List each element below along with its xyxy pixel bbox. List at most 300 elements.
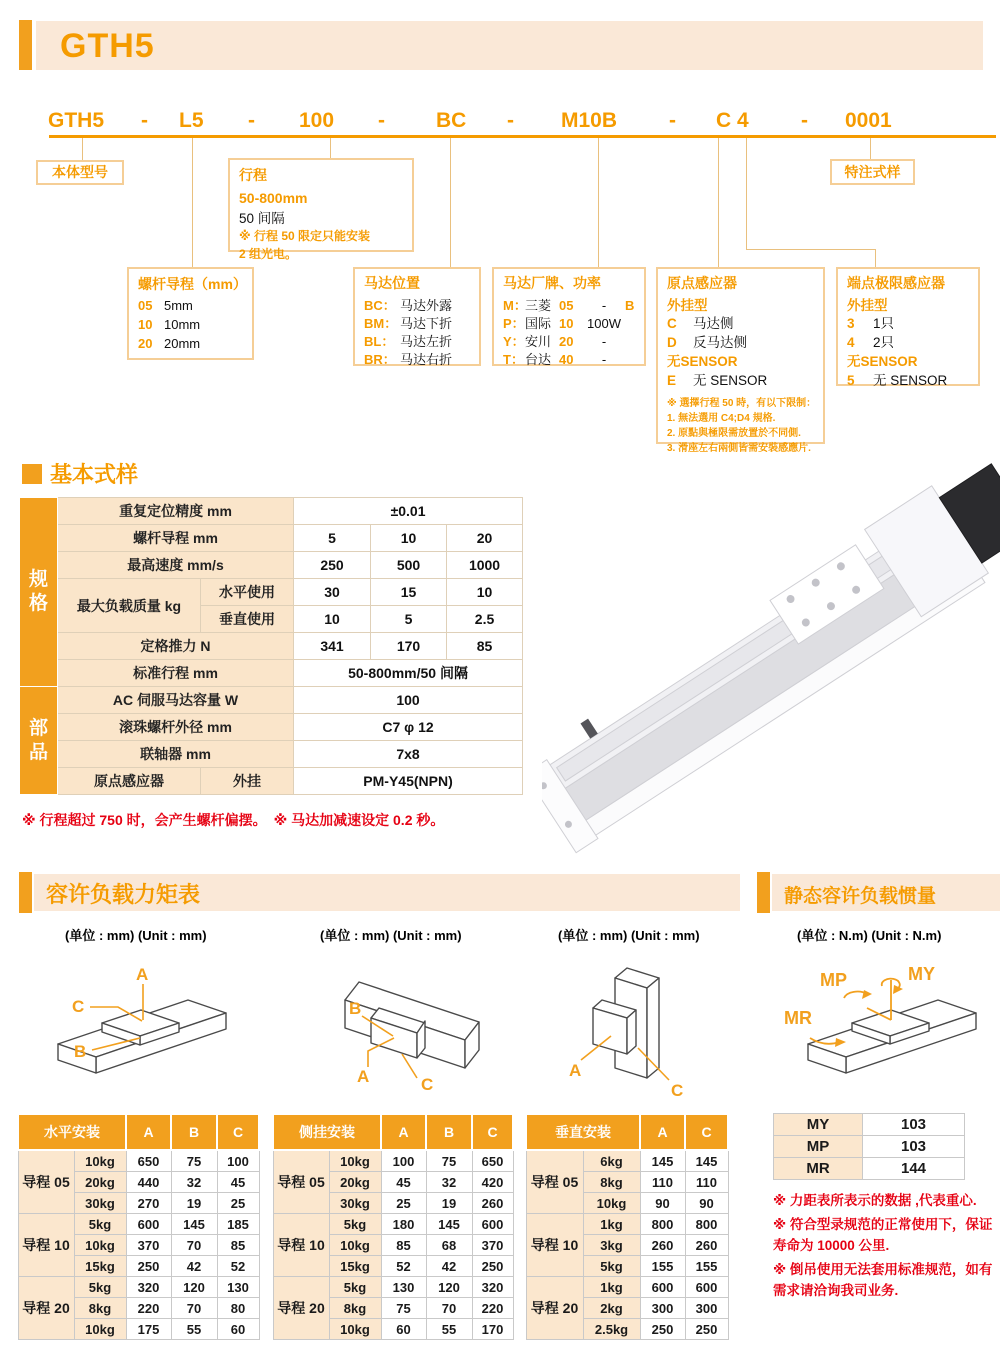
moment-value: 60 xyxy=(217,1319,259,1340)
load-label: 10kg xyxy=(583,1193,640,1214)
moment-value: 370 xyxy=(472,1235,513,1256)
moment-col-header: C xyxy=(472,1114,513,1150)
load-label: 2.5kg xyxy=(583,1319,640,1340)
spec-label: 定格推力 N xyxy=(58,633,294,660)
connector-line xyxy=(718,138,719,267)
header-background xyxy=(36,21,983,70)
moment-value: 180 xyxy=(381,1214,426,1235)
moment-col-header: A xyxy=(640,1114,685,1150)
moment-value: 45 xyxy=(381,1172,426,1193)
brake-code: B xyxy=(625,297,635,313)
moment-value: 370 xyxy=(126,1235,171,1256)
moment-value: 80 xyxy=(217,1298,259,1319)
moment-value: 270 xyxy=(126,1193,171,1214)
moment-value: 70 xyxy=(426,1298,472,1319)
header-accent-bar xyxy=(19,20,32,70)
model-dash: - xyxy=(801,109,808,132)
lead-screw-label: 导程 20 xyxy=(18,1277,74,1340)
option-desc: 马达外露 xyxy=(400,297,453,313)
page-title: GTH5 xyxy=(60,27,155,65)
moment-row xyxy=(526,1150,728,1172)
connector-line xyxy=(330,138,331,158)
spec-value: 10 xyxy=(294,606,371,633)
spec-label: AC 伺服马达容量 W xyxy=(58,687,294,714)
connector-line xyxy=(746,138,747,249)
power-value: - xyxy=(601,352,607,368)
moment-table-horizontal xyxy=(17,1113,260,1340)
connector-line xyxy=(82,138,83,160)
mount-side-diagram xyxy=(315,952,525,1094)
mount-table-title: 侧挂安装 xyxy=(273,1114,381,1150)
load-label: 1kg xyxy=(583,1214,640,1235)
brand-name: 台达 xyxy=(525,352,552,368)
load-label: 8kg xyxy=(329,1298,381,1319)
spec-label: 重复定位精度 mm xyxy=(58,498,294,525)
callout-special xyxy=(830,159,915,185)
load-label: 10kg xyxy=(74,1235,126,1256)
moment-table-side xyxy=(272,1113,514,1340)
load-label: 10kg xyxy=(74,1150,126,1172)
moment-value: 19 xyxy=(426,1193,472,1214)
option-code: 10 xyxy=(138,317,153,333)
spec-value: 100 xyxy=(294,687,523,714)
inertia-table xyxy=(773,1113,965,1180)
model-seg-special: 0001 xyxy=(845,109,892,132)
mount-horizontal-diagram xyxy=(40,960,270,1090)
spec-label: 标准行程 mm xyxy=(58,660,294,687)
moment-value: 155 xyxy=(685,1256,728,1277)
option-code: 05 xyxy=(138,298,153,314)
spec-value: C7 φ 12 xyxy=(294,714,523,741)
moment-value: 650 xyxy=(472,1150,513,1172)
moment-value: 300 xyxy=(685,1298,728,1319)
model-seg-body: GTH5 xyxy=(48,109,105,132)
moment-value: 650 xyxy=(126,1150,171,1172)
callout-motor-position xyxy=(353,267,481,366)
load-label: 8kg xyxy=(583,1172,640,1193)
moment-value: 110 xyxy=(640,1172,685,1193)
callout-title: 本体型号 xyxy=(52,164,108,181)
moment-col-header: A xyxy=(126,1114,171,1150)
moment-value: 800 xyxy=(640,1214,685,1235)
no-sensor-label: 无SENSOR xyxy=(847,354,918,370)
load-label: 20kg xyxy=(74,1172,126,1193)
moment-value: 220 xyxy=(472,1298,513,1319)
spec-value: 500 xyxy=(371,552,447,579)
moment-value: 250 xyxy=(472,1256,513,1277)
axis-label: A xyxy=(569,1061,582,1080)
moment-value: 145 xyxy=(171,1214,217,1235)
unit-label: (单位 : mm) (Unit : mm) xyxy=(558,928,700,943)
moment-value: 600 xyxy=(685,1277,728,1298)
sensor-type: 外挂型 xyxy=(667,297,708,313)
moment-value: 55 xyxy=(171,1319,217,1340)
option-desc: 马达右折 xyxy=(400,352,453,368)
spec-sublabel: 垂直使用 xyxy=(201,606,294,633)
lead-screw-label: 导程 20 xyxy=(273,1277,329,1340)
moment-table-vertical xyxy=(525,1113,729,1340)
callout-title: 特注式样 xyxy=(844,163,901,180)
load-label: 5kg xyxy=(329,1214,381,1235)
moment-value: 145 xyxy=(426,1214,472,1235)
axis-label: C xyxy=(72,997,85,1016)
spec-category-cell xyxy=(20,687,58,795)
spec-sublabel: 外挂 xyxy=(201,768,294,795)
inertia-value: 103 xyxy=(863,1114,965,1136)
moment-value: 130 xyxy=(381,1277,426,1298)
note-line: 2. 原點與極限需放置於不同側. xyxy=(667,428,801,440)
moment-value: 19 xyxy=(171,1193,217,1214)
moment-value: 220 xyxy=(126,1298,171,1319)
axis-label: B xyxy=(74,1042,87,1061)
spec-row xyxy=(20,579,523,606)
moment-col-header: C xyxy=(217,1114,259,1150)
spec-value: 170 xyxy=(371,633,447,660)
load-label: 2kg xyxy=(583,1298,640,1319)
load-label: 5kg xyxy=(583,1256,640,1277)
load-label: 8kg xyxy=(74,1298,126,1319)
lead-screw-label: 导程 10 xyxy=(18,1214,74,1277)
moment-row xyxy=(273,1214,513,1235)
moment-axes-diagram xyxy=(782,958,1000,1086)
brand-code: P： xyxy=(503,315,525,331)
load-label: 5kg xyxy=(74,1277,126,1298)
moment-value: 300 xyxy=(640,1298,685,1319)
spec-row xyxy=(20,525,523,552)
moment-value: 155 xyxy=(640,1256,685,1277)
spec-row xyxy=(20,660,523,687)
lead-screw-label: 导程 10 xyxy=(526,1214,583,1277)
note-line: ※ 符合型录规范的正常使用下，保证寿命为 10000 公里. xyxy=(773,1216,993,1253)
load-label: 10kg xyxy=(329,1319,381,1340)
spec-value: 30 xyxy=(294,579,371,606)
moment-value: 420 xyxy=(472,1172,513,1193)
moment-value: 75 xyxy=(426,1150,472,1172)
moment-value: 70 xyxy=(171,1298,217,1319)
moment-value: 85 xyxy=(381,1235,426,1256)
spec-label: 滚珠螺杆外径 mm xyxy=(58,714,294,741)
moment-value: 60 xyxy=(381,1319,426,1340)
spec-value: 7x8 xyxy=(294,741,523,768)
callout-title: 端点极限感应器 xyxy=(847,275,945,291)
brand-name: 三菱 xyxy=(525,297,552,313)
option-code: BL： xyxy=(364,333,395,349)
load-label: 10kg xyxy=(329,1150,381,1172)
spec-value: 85 xyxy=(447,633,523,660)
power-value: - xyxy=(601,333,607,349)
note-line: 1. 無法選用 C4;D4 規格. xyxy=(667,413,776,425)
spec-value: 5 xyxy=(371,606,447,633)
moment-value: 120 xyxy=(171,1277,217,1298)
model-dash: - xyxy=(378,109,385,132)
spec-value: 250 xyxy=(294,552,371,579)
axis-label: MP xyxy=(820,970,847,990)
option-code: BR： xyxy=(364,352,396,368)
option-code: C xyxy=(667,316,677,332)
moment-row xyxy=(18,1214,259,1235)
inertia-value: 103 xyxy=(863,1136,965,1158)
connector-line xyxy=(870,138,871,159)
option-desc: 无 SENSOR xyxy=(693,373,768,389)
spec-row xyxy=(20,633,523,660)
note-line: ※ 倒吊使用无法套用标准规范，如有需求请洽询我司业务. xyxy=(773,1261,993,1298)
inertia-row xyxy=(774,1114,965,1136)
unit-label: (单位 : mm) (Unit : mm) xyxy=(320,928,462,943)
inertia-axis: MR xyxy=(774,1158,863,1180)
model-seg-stroke: 100 xyxy=(299,109,335,132)
option-desc: 10mm xyxy=(164,317,201,333)
model-seg-motor-pos: BC xyxy=(436,109,467,132)
moment-value: 45 xyxy=(217,1172,259,1193)
option-desc: 反马达侧 xyxy=(693,335,747,351)
option-desc: 马达下折 xyxy=(400,315,453,331)
brand-code: M： xyxy=(503,297,527,313)
spec-row xyxy=(20,741,523,768)
model-seg-motor: M10B xyxy=(561,109,618,132)
moment-value: 250 xyxy=(685,1319,728,1340)
load-label: 5kg xyxy=(329,1277,381,1298)
inertia-notes xyxy=(773,1188,999,1305)
load-label: 3kg xyxy=(583,1235,640,1256)
axis-label: A xyxy=(357,1067,370,1086)
callout-body-model xyxy=(36,160,124,185)
option-code: 20 xyxy=(138,335,153,351)
lead-screw-label: 导程 05 xyxy=(273,1150,329,1214)
inertia-accent-bar xyxy=(757,872,770,913)
spec-value: 10 xyxy=(447,579,523,606)
moment-value: 42 xyxy=(426,1256,472,1277)
spec-row xyxy=(20,714,523,741)
spec-value: 1000 xyxy=(447,552,523,579)
basic-spec-table xyxy=(19,497,523,795)
model-dash: - xyxy=(141,109,148,132)
unit-label: (单位 : N.m) (Unit : N.m) xyxy=(797,928,942,943)
inertia-axis: MP xyxy=(774,1136,863,1158)
option-code: 4 xyxy=(847,335,855,351)
moment-value: 320 xyxy=(472,1277,513,1298)
load-label: 6kg xyxy=(583,1150,640,1172)
mount-table-title: 垂直安装 xyxy=(526,1114,640,1150)
mount-table-title: 水平安装 xyxy=(18,1114,126,1150)
brand-code: Y： xyxy=(503,333,525,349)
inertia-section-title: 静态容许负载惯量 xyxy=(784,886,937,907)
stroke-note-2: 2 组光电。 xyxy=(239,246,298,261)
moment-value: 25 xyxy=(217,1193,259,1214)
moment-value: 440 xyxy=(126,1172,171,1193)
sensor-type: 外挂型 xyxy=(847,297,888,313)
moment-value: 32 xyxy=(426,1172,472,1193)
no-sensor-label: 无SENSOR xyxy=(667,354,738,370)
spec-value: 15 xyxy=(371,579,447,606)
lead-screw-label: 导程 20 xyxy=(526,1277,583,1340)
inertia-row xyxy=(774,1158,965,1180)
lead-screw-label: 导程 05 xyxy=(526,1150,583,1214)
option-code: D xyxy=(667,335,677,351)
option-desc: 无 SENSOR xyxy=(873,373,948,389)
callout-limit-sensor xyxy=(836,267,980,389)
moment-value: 250 xyxy=(640,1319,685,1340)
note-line: ※ 力距表所表示的数据 ,代表重心. xyxy=(773,1193,977,1208)
inertia-axis: MY xyxy=(774,1114,863,1136)
inertia-value: 144 xyxy=(863,1158,965,1180)
moment-value: 170 xyxy=(472,1319,513,1340)
axis-label: C xyxy=(421,1075,434,1094)
mount-vertical-diagram xyxy=(545,948,715,1108)
option-code: BM： xyxy=(364,315,398,331)
spec-value: PM-Y45(NPN) xyxy=(294,768,523,795)
moment-value: 85 xyxy=(217,1235,259,1256)
callout-origin-sensor xyxy=(656,267,825,455)
moment-col-header: A xyxy=(381,1114,426,1150)
spec-label: 最大负载质量 kg xyxy=(58,579,201,633)
power-code: 20 xyxy=(559,333,574,349)
spec-row xyxy=(20,768,523,795)
category-label: 部品 xyxy=(28,717,48,763)
spec-value: ±0.01 xyxy=(294,498,523,525)
spec-label: 最高速度 mm/s xyxy=(58,552,294,579)
callout-title: 马达厂牌、功率 xyxy=(503,275,601,291)
moment-value: 68 xyxy=(426,1235,472,1256)
moment-value: 25 xyxy=(381,1193,426,1214)
model-seg-lead: L5 xyxy=(179,109,204,132)
lead-screw-label: 导程 10 xyxy=(273,1214,329,1277)
power-code: 40 xyxy=(559,352,574,368)
moment-value: 32 xyxy=(171,1172,217,1193)
brand-code: T： xyxy=(503,352,524,368)
spec-value: 50-800mm/50 间隔 xyxy=(294,660,523,687)
load-label: 30kg xyxy=(74,1193,126,1214)
spec-label: 原点感应器 xyxy=(58,768,201,795)
moment-value: 55 xyxy=(426,1319,472,1340)
axis-label: MY xyxy=(908,964,935,984)
moment-row xyxy=(273,1277,513,1298)
moment-value: 600 xyxy=(472,1214,513,1235)
moment-value: 250 xyxy=(126,1256,171,1277)
option-code: E xyxy=(667,373,677,389)
power-code: 10 xyxy=(559,315,574,331)
power-value: 100W xyxy=(587,315,621,331)
unit-label: (单位 : mm) (Unit : mm) xyxy=(65,928,207,943)
load-label: 15kg xyxy=(329,1256,381,1277)
spec-footnote: ※ 行程超过 750 时，会产生螺杆偏摆。 ※ 马达加减速设定 0.2 秒。 xyxy=(22,812,445,828)
moment-value: 600 xyxy=(640,1277,685,1298)
moment-value: 110 xyxy=(685,1172,728,1193)
origin-sensor-notes xyxy=(667,396,817,456)
option-desc: 2只 xyxy=(873,335,895,351)
spec-row xyxy=(20,498,523,525)
option-desc: 马达侧 xyxy=(693,316,734,332)
moment-value: 90 xyxy=(640,1193,685,1214)
moment-value: 260 xyxy=(685,1235,728,1256)
connector-line xyxy=(450,138,451,267)
spec-label: 联轴器 mm xyxy=(58,741,294,768)
option-desc: 5mm xyxy=(164,298,193,314)
callout-title: 马达位置 xyxy=(364,275,420,291)
model-dash: - xyxy=(507,109,514,132)
moment-value: 600 xyxy=(126,1214,171,1235)
spec-value: 2.5 xyxy=(447,606,523,633)
moment-value: 90 xyxy=(685,1193,728,1214)
spec-value: 341 xyxy=(294,633,371,660)
moment-col-header: B xyxy=(426,1114,472,1150)
connector-line xyxy=(598,138,599,267)
moment-value: 260 xyxy=(640,1235,685,1256)
load-label: 20kg xyxy=(329,1172,381,1193)
inertia-row xyxy=(774,1136,965,1158)
axis-label: A xyxy=(136,965,149,984)
spec-sublabel: 水平使用 xyxy=(201,579,294,606)
connector-line xyxy=(192,138,193,267)
moment-row xyxy=(273,1150,513,1172)
spec-row xyxy=(20,552,523,579)
moment-section-title: 容许负载力矩表 xyxy=(46,882,201,907)
note-line: ※ 選擇行程 50 時，有以下限制： xyxy=(667,398,817,410)
callout-title: 原点感应器 xyxy=(667,275,737,291)
moment-accent-bar xyxy=(19,872,32,913)
load-label: 1kg xyxy=(583,1277,640,1298)
spec-row xyxy=(20,687,523,714)
moment-value: 260 xyxy=(472,1193,513,1214)
moment-value: 320 xyxy=(126,1277,171,1298)
moment-value: 185 xyxy=(217,1214,259,1235)
load-label: 15kg xyxy=(74,1256,126,1277)
power-code: 05 xyxy=(559,297,574,313)
brand-name: 安川 xyxy=(525,333,552,349)
moment-value: 120 xyxy=(426,1277,472,1298)
callout-title: 螺杆导程（mm） xyxy=(138,276,247,292)
moment-value: 75 xyxy=(171,1150,217,1172)
callout-screw-lead xyxy=(127,267,254,360)
axis-label: MR xyxy=(784,1008,812,1028)
power-value: - xyxy=(601,297,607,313)
connector-line xyxy=(746,249,876,250)
moment-value: 42 xyxy=(171,1256,217,1277)
moment-value: 75 xyxy=(381,1298,426,1319)
moment-row xyxy=(526,1214,728,1235)
moment-value: 145 xyxy=(685,1150,728,1172)
moment-value: 100 xyxy=(217,1150,259,1172)
moment-col-header: B xyxy=(171,1114,217,1150)
axis-label: B xyxy=(349,999,362,1018)
spec-value: 5 xyxy=(294,525,371,552)
moment-value: 52 xyxy=(381,1256,426,1277)
option-desc: 20mm xyxy=(164,335,201,351)
model-seg-sensor: C 4 xyxy=(716,109,749,132)
spec-section-title: 基本式样 xyxy=(50,462,139,487)
option-code: BC： xyxy=(364,297,396,313)
stroke-step: 50 间隔 xyxy=(239,210,285,226)
product-image xyxy=(542,452,1000,857)
stroke-note-1: ※ 行程 50 限定只能安装 xyxy=(239,229,371,244)
category-label: 规格 xyxy=(28,569,48,614)
moment-value: 145 xyxy=(640,1150,685,1172)
callout-title: 行程 xyxy=(239,167,267,183)
model-dash: - xyxy=(669,109,676,132)
spec-value: 20 xyxy=(447,525,523,552)
axis-label: C xyxy=(671,1081,684,1100)
section-square-icon xyxy=(22,464,42,484)
moment-value: 800 xyxy=(685,1214,728,1235)
load-label: 10kg xyxy=(329,1235,381,1256)
moment-row xyxy=(18,1277,259,1298)
lead-screw-label: 导程 05 xyxy=(18,1150,74,1214)
option-code: 5 xyxy=(847,373,855,389)
brand-name: 国际 xyxy=(525,315,552,331)
connector-line xyxy=(875,249,876,267)
moment-value: 52 xyxy=(217,1256,259,1277)
moment-col-header: C xyxy=(685,1114,728,1150)
load-label: 30kg xyxy=(329,1193,381,1214)
